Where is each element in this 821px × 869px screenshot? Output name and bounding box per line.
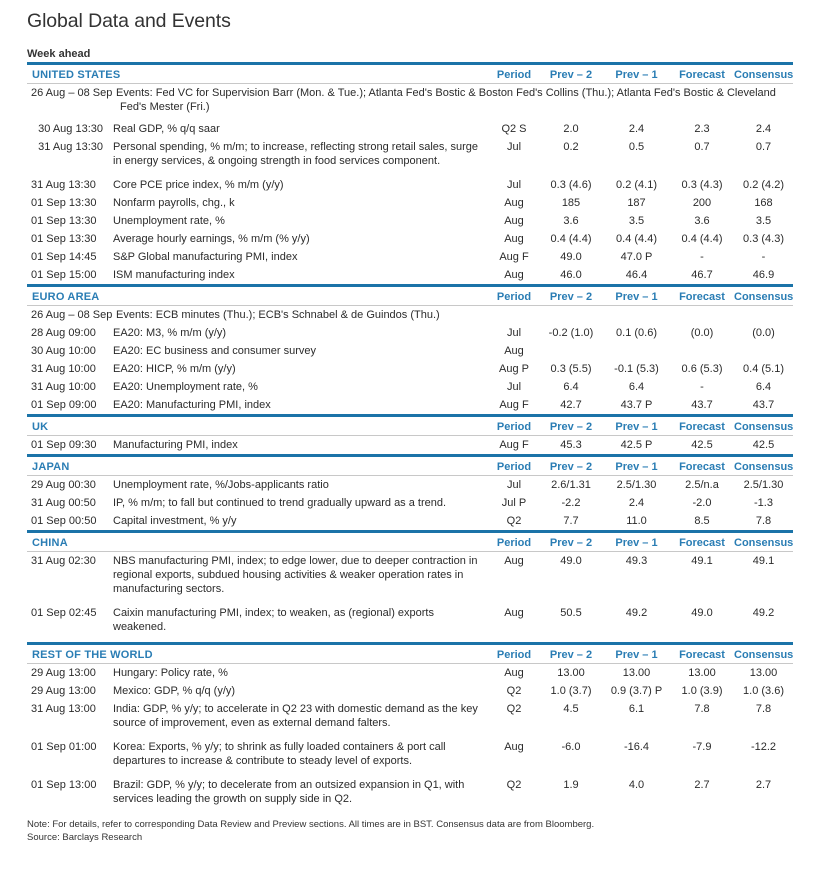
value-forecast: 0.7 [694,141,710,153]
value-forecast: 43.7 [691,399,713,411]
column-header-prev1: Prev – 1 [603,416,670,436]
value-forecast: 1.0 (3.9) [681,685,723,697]
value-prev1: 11.0 [626,515,647,527]
value-prev2: 6.4 [563,381,579,393]
value-forecast: -7.9 [692,741,712,753]
document-page [27,0,793,844]
value-prev1: 0.1 (0.6) [616,327,657,339]
release-datetime: 31 Aug 10:00 [31,363,96,375]
indicator-description: EA20: EC business and consumer survey [113,345,316,357]
section-header [27,64,793,84]
value-prev2: -0.2 (1.0) [548,327,594,339]
value-consensus: 42.5 [752,439,775,451]
value-prev1: 6.1 [628,703,645,715]
value-forecast: 3.6 [694,215,710,227]
value-forecast: - [700,251,704,263]
footnote [27,818,793,844]
value-prev1: 2.5/1.30 [616,479,657,491]
indicator-description: EA20: Manufacturing PMI, index [113,399,271,411]
section-header [27,532,793,552]
value-prev2: 50.5 [560,607,582,619]
value-prev1: 13.00 [622,667,651,679]
table-row [27,212,793,230]
release-datetime: 01 Sep 01:00 [31,741,97,753]
column-header-consensus: Consensus [734,416,793,436]
value-period: Jul [506,381,522,393]
column-header-period: Period [489,532,539,552]
indicator-description: Mexico: GDP, % q/q (y/y) [113,685,236,697]
value-period: Aug F [499,251,529,263]
value-period: Aug [504,345,524,357]
value-prev1: 46.4 [625,269,648,281]
value-period: Q2 [506,515,522,527]
value-period: Q2 [506,779,522,791]
value-prev2: -2.2 [561,497,581,509]
column-header-consensus: Consensus [734,644,793,664]
release-datetime: 31 Aug 13:30 [31,179,96,191]
value-prev1: 49.2 [625,607,648,619]
column-header-prev1: Prev – 1 [603,286,670,306]
indicator-description: ISM manufacturing index [113,269,235,281]
value-consensus: 0.2 (4.2) [743,179,784,191]
release-datetime: 01 Sep 13:00 [31,779,97,791]
indicator-description: IP, % m/m; to fall but continued to trend gradually upward as a trend. [113,497,447,509]
section-title: EURO AREA [27,286,489,306]
value-prev1 [603,342,670,360]
column-header-forecast: Forecast [670,416,734,436]
value-prev1: 3.5 [628,215,645,227]
value-prev2: 45.3 [560,439,582,451]
indicator-description: Caixin manufacturing PMI, index; to weaken, as (regional) exports weakened. [113,607,434,633]
value-consensus: 7.8 [755,703,772,715]
value-period: Jul P [501,497,527,509]
value-consensus: 0.3 (4.3) [743,233,784,245]
table-row [27,194,793,212]
table-row [27,512,793,532]
column-header-period: Period [489,416,539,436]
release-datetime: 01 Sep 09:00 [31,399,97,411]
table-row [27,776,793,808]
value-prev2 [539,342,603,360]
indicator-description: Manufacturing PMI, index [113,439,238,451]
value-consensus: 3.5 [755,215,772,227]
release-datetime: 31 Aug 02:30 [31,555,96,567]
column-header-consensus: Consensus [734,532,793,552]
release-datetime: 31 Aug 10:00 [31,381,96,393]
release-datetime: 29 Aug 13:00 [31,667,96,679]
table-row [27,494,793,512]
value-prev1: 4.0 [628,779,645,791]
column-header-prev1: Prev – 1 [603,532,670,552]
value-consensus: 168 [754,197,773,209]
value-consensus: 0.4 (5.1) [743,363,784,375]
value-period: Aug [504,741,524,753]
value-consensus: 6.4 [755,381,772,393]
value-period: Aug F [499,439,529,451]
event-date: 26 Aug – 08 Sep [31,309,113,321]
column-header-period: Period [489,456,539,476]
column-header-period: Period [489,286,539,306]
section-title: REST OF THE WORLD [27,644,489,664]
value-prev1: 2.4 [628,123,645,135]
column-header-prev2: Prev – 2 [539,644,603,664]
value-forecast: 7.8 [694,703,710,715]
table-row [27,664,793,683]
value-forecast: (0.0) [690,327,714,339]
value-forecast: 2.7 [694,779,710,791]
indicator-description: NBS manufacturing PMI, index; to edge lower, due to deeper contraction in regional exports, subdued housing activities & weaker operation rates in manufacturing sectors. [113,555,478,595]
indicator-description: EA20: Unemployment rate, % [113,381,258,393]
value-period: Jul [506,479,522,491]
table-row [27,476,793,495]
column-header-prev1: Prev – 1 [603,456,670,476]
value-consensus: 49.1 [752,555,775,567]
column-header-period: Period [489,64,539,84]
section-title: JAPAN [27,456,489,476]
value-period: Aug [504,197,524,209]
table-row [27,436,793,456]
indicator-description: Capital investment, % y/y [113,515,237,527]
value-prev1: 6.4 [628,381,645,393]
value-prev2: 185 [561,197,581,209]
value-consensus: (0.0) [752,327,775,339]
table-row [27,120,793,138]
value-forecast: 0.4 (4.4) [681,233,723,245]
indicator-description: EA20: M3, % m/m (y/y) [113,327,227,339]
release-datetime: 01 Sep 02:45 [31,607,97,619]
value-prev1: 47.0 P [620,251,653,263]
release-datetime: 01 Sep 13:30 [31,215,97,227]
value-prev1: 0.2 (4.1) [616,179,657,191]
value-period: Aug [504,233,524,245]
table-row [27,738,793,776]
value-prev2: 49.0 [560,251,582,263]
table-row [27,396,793,416]
value-forecast: 13.00 [688,667,716,679]
release-datetime: 01 Sep 15:00 [31,269,97,281]
value-consensus: 13.00 [749,667,778,679]
value-consensus: 43.7 [752,399,775,411]
value-forecast: 0.3 (4.3) [681,179,723,191]
value-period: Q2 S [501,123,527,135]
section-header [27,416,793,436]
value-prev1: 0.4 (4.4) [616,233,657,245]
table-row [27,360,793,378]
events-row [27,306,793,325]
value-period: Aug F [499,399,529,411]
release-datetime: 01 Sep 13:30 [31,197,97,209]
value-period: Q2 [506,685,522,697]
value-prev2: 3.6 [563,215,579,227]
value-prev2: 0.3 (5.5) [550,363,592,375]
value-prev1: 43.7 P [620,399,653,411]
page-title: Global Data and Events [27,10,231,32]
value-forecast: 42.5 [691,439,713,451]
table-row [27,682,793,700]
value-consensus: -1.3 [754,497,773,509]
indicator-description: EA20: HICP, % m/m (y/y) [113,363,236,375]
value-forecast: 49.0 [691,607,713,619]
value-prev2: 2.6/1.31 [551,479,591,491]
column-header-forecast: Forecast [670,644,734,664]
value-forecast: - [700,381,704,393]
footnote-source: Source: Barclays Research [27,832,143,843]
table-row [27,342,793,360]
value-period: Aug [504,667,524,679]
value-prev1: 187 [627,197,646,209]
column-header-prev2: Prev – 2 [539,286,603,306]
section-header [27,286,793,306]
value-prev1: -16.4 [623,741,650,753]
value-period: Aug P [499,363,529,375]
release-datetime: 28 Aug 09:00 [31,327,96,339]
column-header-prev1: Prev – 1 [603,644,670,664]
release-datetime: 01 Sep 14:45 [31,251,97,263]
value-consensus: 2.5/1.30 [743,479,784,491]
event-text-continued: Fed's Mester (Fri.) [120,101,210,113]
release-datetime: 01 Sep 13:30 [31,233,97,245]
column-header-forecast: Forecast [670,532,734,552]
release-datetime: 30 Aug 10:00 [31,345,96,357]
table-row [27,248,793,266]
column-header-prev1: Prev – 1 [603,64,670,84]
indicator-description: Real GDP, % q/q saar [113,123,220,135]
value-forecast: 2.3 [694,123,710,135]
value-prev2: 0.2 [563,141,579,153]
indicator-description: Nonfarm payrolls, chg., k [113,197,235,209]
value-period: Jul [506,179,522,191]
table-row [27,700,793,738]
release-datetime: 31 Aug 00:50 [31,497,96,509]
section-title: UNITED STATES [27,64,489,84]
value-prev2: 13.00 [557,667,585,679]
value-consensus: 2.4 [755,123,772,135]
table-row [27,266,793,286]
indicator-description: S&P Global manufacturing PMI, index [113,251,298,263]
value-prev1: 42.5 P [620,439,653,451]
value-forecast: -2.0 [692,497,712,509]
value-period: Aug [504,607,524,619]
release-datetime: 30 Aug 13:30 [38,123,103,135]
value-prev2: 1.0 (3.7) [550,685,592,697]
event-text: Events: ECB minutes (Thu.); ECB's Schnabel & de Guindos (Thu.) [116,309,440,321]
value-prev2: 7.7 [563,515,579,527]
table-row [27,604,793,644]
value-consensus: -12.2 [750,741,777,753]
indicator-description: Hungary: Policy rate, % [113,667,228,679]
column-header-consensus: Consensus [734,456,793,476]
value-consensus: 0.7 [755,141,772,153]
value-prev2: 0.3 (4.6) [550,179,592,191]
table-row [27,378,793,396]
event-text: Events: Fed VC for Supervision Barr (Mon. & Tue.); Atlanta Fed's Bostic & Boston Fed's Collins (Thu.); Atlanta Fed's Bostic & Cleveland [116,87,776,99]
value-prev2: 4.5 [563,703,579,715]
value-forecast: 200 [692,197,712,209]
value-consensus: 46.9 [752,269,775,281]
value-consensus: - [761,251,766,263]
release-datetime: 29 Aug 00:30 [31,479,96,491]
value-forecast: 8.5 [694,515,710,527]
value-prev2: 1.9 [563,779,579,791]
column-header-prev2: Prev – 2 [539,416,603,436]
indicator-description: Brazil: GDP, % y/y; to decelerate from an outsized expansion in Q1, with services leading the growth on supply side in Q2. [113,779,465,805]
value-period: Q2 [506,703,522,715]
release-datetime: 01 Sep 09:30 [31,439,97,451]
value-forecast: 46.7 [691,269,713,281]
value-period: Aug [504,555,524,567]
section-title: CHINA [27,532,489,552]
table-row [27,324,793,342]
table-row [27,176,793,194]
value-period: Aug [504,269,524,281]
column-header-prev2: Prev – 2 [539,456,603,476]
indicator-description: Unemployment rate, % [113,215,225,227]
events-table [27,62,793,808]
release-datetime: 31 Aug 13:00 [31,703,96,715]
column-header-prev2: Prev – 2 [539,532,603,552]
value-prev1: 0.5 [628,141,645,153]
value-consensus [734,342,793,360]
event-date: 26 Aug – 08 Sep [31,87,113,99]
value-prev1: -0.1 (5.3) [614,363,659,375]
value-forecast [670,342,734,360]
page-subtitle: Week ahead [27,48,91,60]
column-header-forecast: Forecast [670,286,734,306]
events-row [27,84,793,121]
value-consensus: 2.7 [755,779,772,791]
table-row [27,230,793,248]
value-prev2: -6.0 [561,741,581,753]
value-prev2: 49.0 [560,555,582,567]
value-prev2: 2.0 [563,123,579,135]
value-period: Aug [504,215,524,227]
column-header-consensus: Consensus [734,286,793,306]
value-consensus: 7.8 [755,515,772,527]
footnote-note: Note: For details, refer to corresponding Data Review and Preview sections. All times are in BST. Consensus data are from Bloomberg. [27,819,595,830]
column-header-prev2: Prev – 2 [539,64,603,84]
column-header-consensus: Consensus [734,64,793,84]
value-consensus: 49.2 [752,607,775,619]
value-forecast: 0.6 (5.3) [681,363,723,375]
value-period: Jul [506,327,522,339]
value-prev2: 0.4 (4.4) [550,233,592,245]
indicator-description: Core PCE price index, % m/m (y/y) [113,179,284,191]
indicator-description: Personal spending, % m/m; to increase, reflecting strong retail sales, surge in energy services, & ongoing strength in food services component. [113,141,479,167]
table-row [27,552,793,605]
section-title: UK [27,416,489,436]
table-row [27,138,793,176]
release-datetime: 31 Aug 13:30 [38,141,103,153]
column-header-forecast: Forecast [670,456,734,476]
indicator-description: India: GDP, % y/y; to accelerate in Q2 23 with domestic demand as the key source of improvement, even as external demand falters. [113,703,478,729]
release-datetime: 01 Sep 00:50 [31,515,97,527]
value-forecast: 49.1 [691,555,713,567]
value-prev1: 2.4 [628,497,645,509]
column-header-period: Period [489,644,539,664]
value-consensus: 1.0 (3.6) [743,685,784,697]
section-header [27,644,793,664]
column-header-forecast: Forecast [670,64,734,84]
value-forecast: 2.5/n.a [685,479,719,491]
value-prev1: 49.3 [625,555,648,567]
section-header [27,456,793,476]
indicator-description: Korea: Exports, % y/y; to shrink as fully loaded containers & port call departures to increase & contribute to steady level of exports. [113,741,446,767]
value-period: Jul [506,141,522,153]
value-prev2: 42.7 [560,399,582,411]
release-datetime: 29 Aug 13:00 [31,685,96,697]
value-prev2: 46.0 [560,269,582,281]
value-prev1: 0.9 (3.7) P [610,685,663,697]
indicator-description: Unemployment rate, %/Jobs-applicants ratio [113,479,329,491]
indicator-description: Average hourly earnings, % m/m (% y/y) [113,233,310,245]
